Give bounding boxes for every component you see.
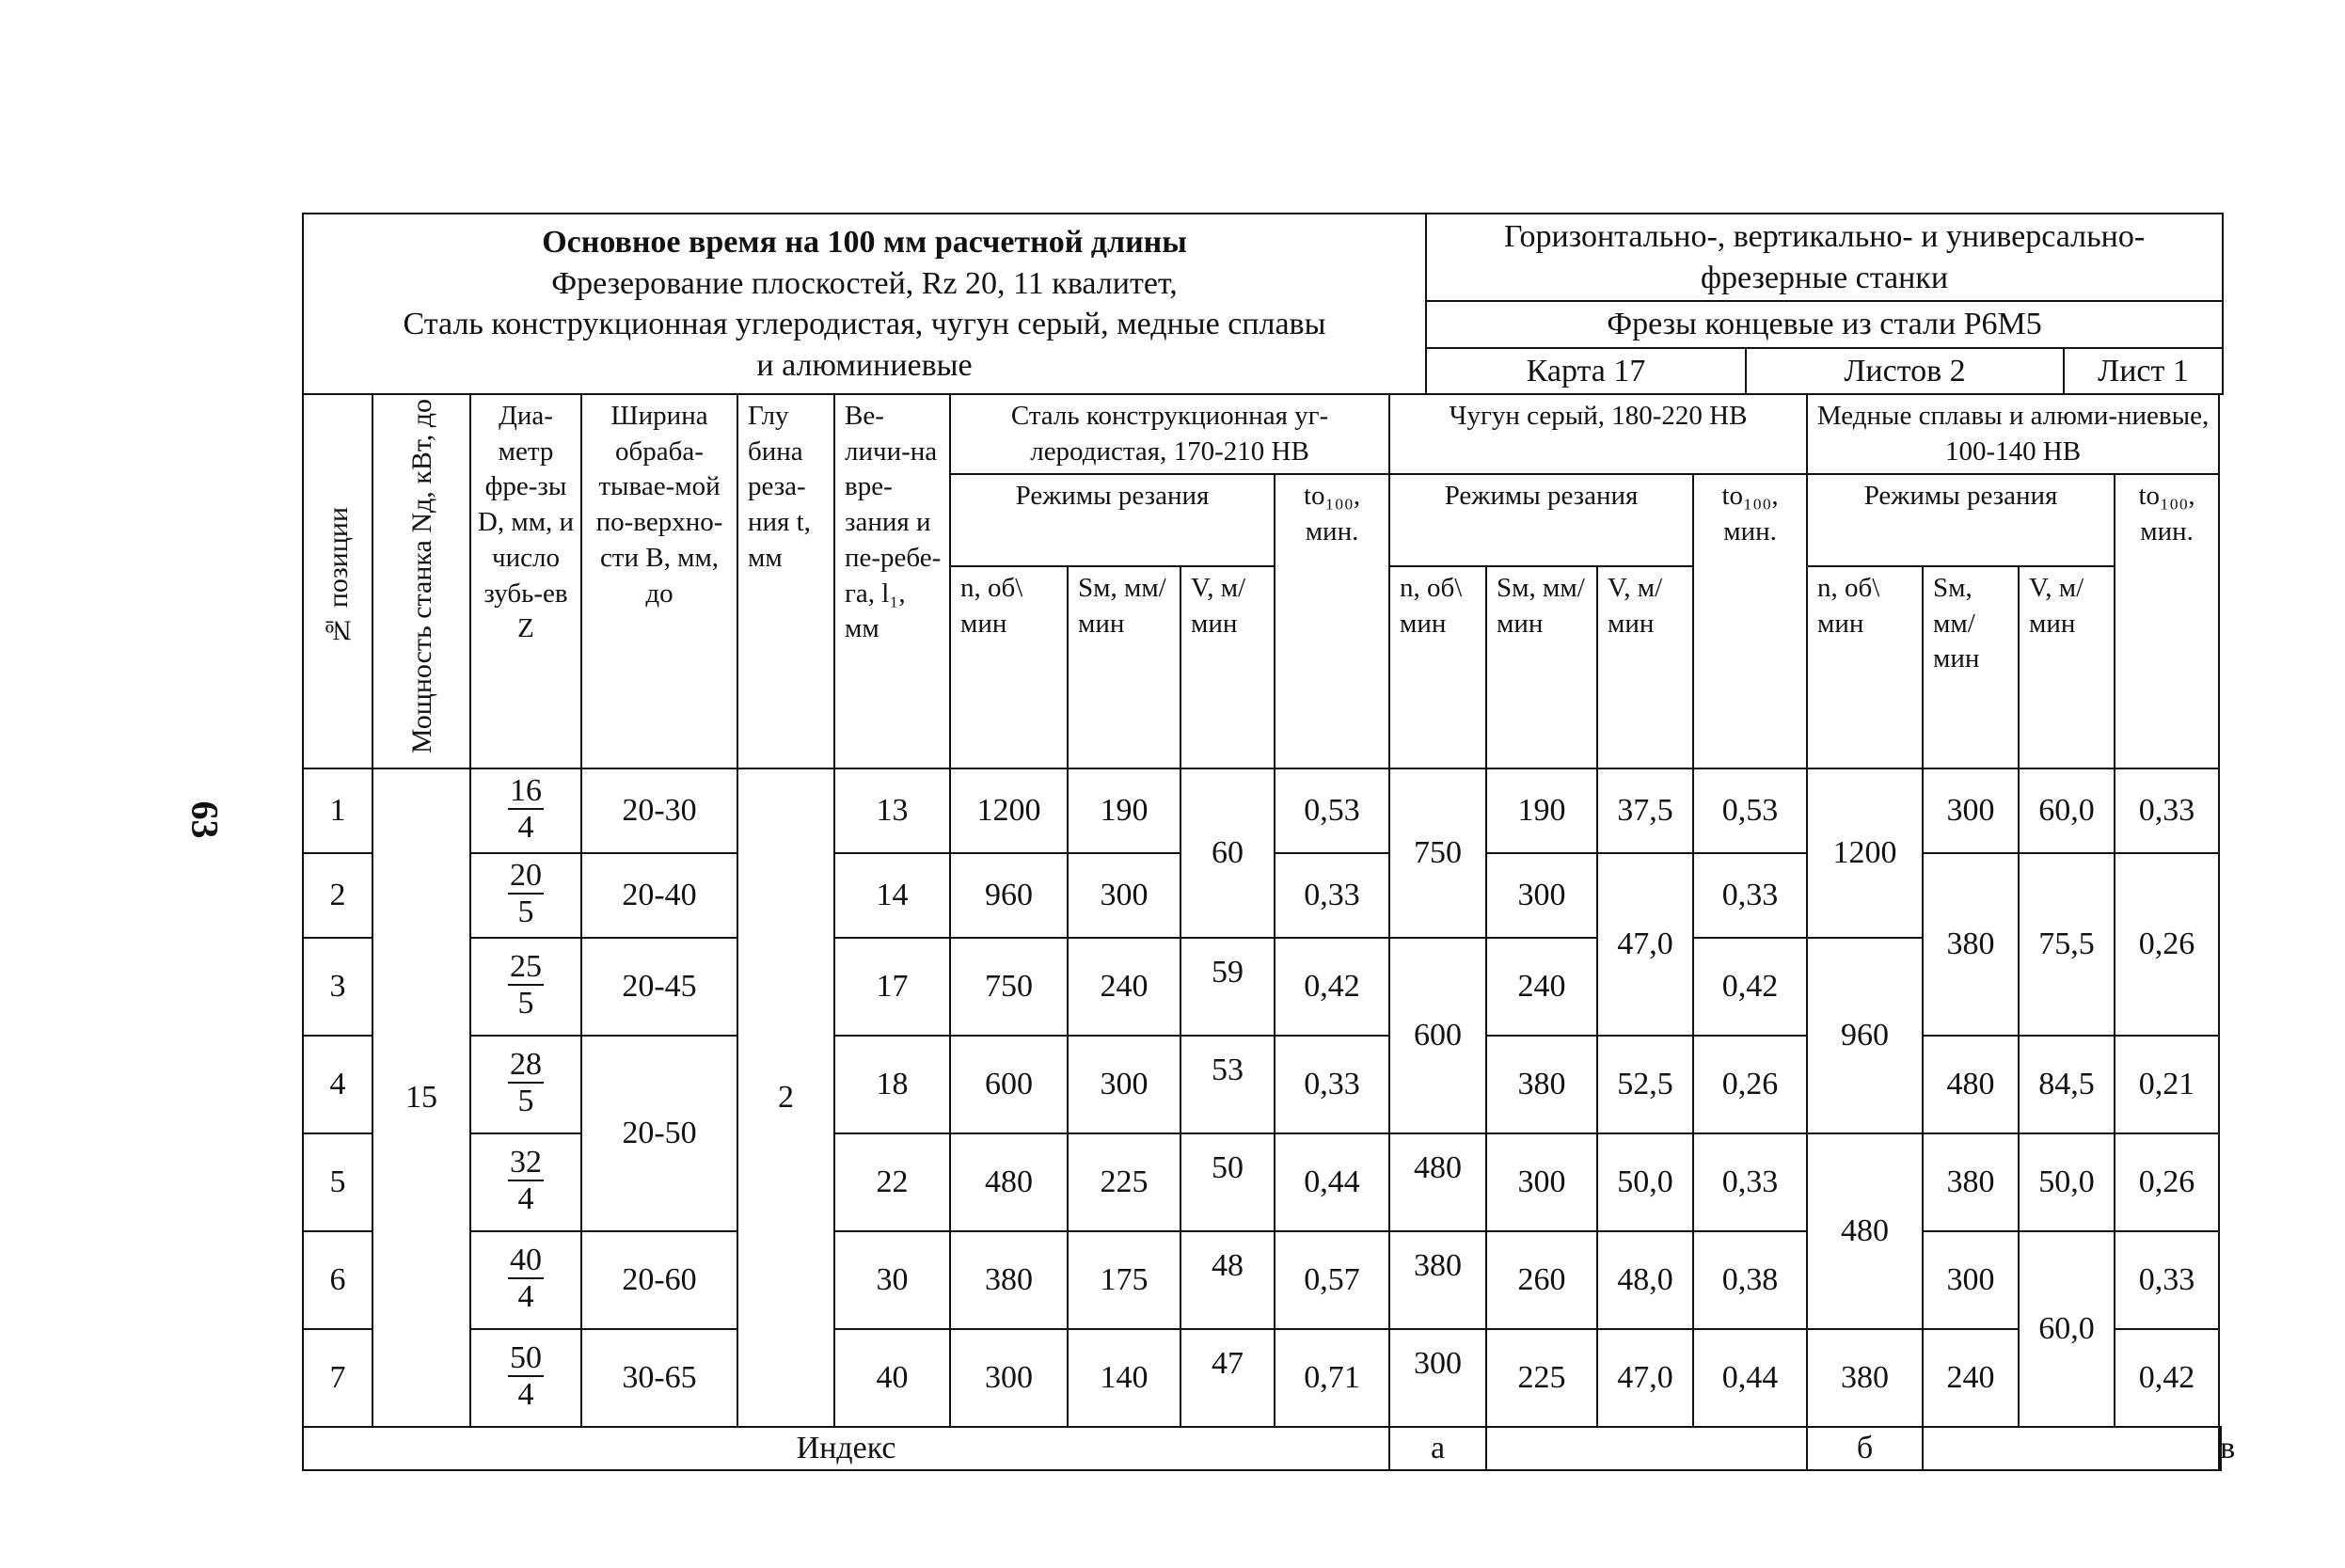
cell-steel-s: 175 [1068,1231,1180,1329]
materials-line: Сталь конструкционная углеродистая, чугун серый, медные сплавы [403,307,1326,342]
cell-dz: $\frac{32}{4}$ [470,1133,581,1231]
cell-pos: 6 [303,1231,372,1329]
cell-iron-v: 48,0 [1597,1231,1693,1329]
cell-steel-n: 750 [950,938,1068,1036]
cell-depth: 2 [737,768,834,1427]
cell-iron-v: 52,5 [1597,1036,1693,1133]
cell-steel-t: 0,42 [1275,938,1389,1036]
cell-copper-s: 300 [1923,768,2019,853]
cell-l1: 17 [834,938,950,1036]
cell-iron-t: 0,42 [1693,938,1807,1036]
col-width: Ширина обраба-тывае-мой по-верхно-сти B, мм, до [581,394,737,768]
cell-copper-v: 84,5 [2019,1036,2115,1133]
operation-line: Фрезерование плоскостей, Rz 20, 11 квалитет, [551,265,1178,301]
cell-steel-s: 190 [1068,768,1180,853]
cell-steel-s: 300 [1068,853,1180,938]
col-position: № позиции [303,394,372,768]
index-c: в [2219,1427,2221,1470]
sheet-number: Лист 1 [2064,348,2223,395]
cell-pos: 4 [303,1036,372,1133]
cell-iron-v: 47,0 [1597,1329,1693,1427]
cell-iron-s: 260 [1486,1231,1597,1329]
cell-steel-s: 300 [1068,1036,1180,1133]
cell-steel-t: 0,71 [1275,1329,1389,1427]
cell-steel-s: 225 [1068,1133,1180,1231]
cell-pos: 5 [303,1133,372,1231]
iron-v: V, м/ мин [1597,566,1693,768]
materials-line-2: и алюминиевые [756,347,973,383]
machines-cell: Горизонтально-, вертикально- и универсально-фрезерные станки [1426,214,2223,301]
cell-copper-t: 0,33 [2115,768,2219,853]
cell-steel-n: 960 [950,853,1068,938]
cell-l1: 14 [834,853,950,938]
cell-copper-n: 380 [1807,1329,1923,1427]
cell-steel-v: 47 [1180,1329,1275,1427]
cell-copper-v: 60,0 [2019,768,2115,853]
col-copper: Медные сплавы и алюми-ниевые, 100-140 НВ [1807,394,2219,474]
cell-steel-s: 140 [1068,1329,1180,1427]
cell-l1: 30 [834,1231,950,1329]
col-power: Мощность станка Nд, кВт, до [372,394,470,768]
steel-modes: Режимы резания [950,474,1275,565]
card-header [302,213,2224,395]
iron-modes: Режимы резания [1389,474,1693,565]
col-depth: Глу бина реза-ния t, мм [737,394,834,768]
cell-steel-t: 0,57 [1275,1231,1389,1329]
cell-copper-s: 240 [1923,1329,2019,1427]
cell-l1: 13 [834,768,950,853]
cell-copper-t: 0,26 [2115,1133,2219,1231]
table-row [303,768,2221,853]
cell-copper-n: 1200 [1807,768,1923,938]
table-row [303,1329,2221,1427]
cell-pos: 2 [303,853,372,938]
steel-n: n, об\ мин [950,566,1068,768]
card-number: Карта 17 [1426,348,1746,395]
index-label: Индекс [303,1427,1389,1470]
cell-steel-s: 240 [1068,938,1180,1036]
cell-steel-t: 0,33 [1275,853,1389,938]
cell-copper-t: 0,42 [2115,1329,2219,1427]
cell-steel-t: 0,53 [1275,768,1389,853]
col-iron: Чугун серый, 180-220 НВ [1389,394,1807,474]
cell-steel-v: 53 [1180,1036,1275,1133]
table-row [303,1036,2221,1133]
col-length: Ве-личи-на вре-зания и пе-ребе-га, l₁, мм [834,394,950,768]
cell-iron-t: 0,33 [1693,853,1807,938]
cell-pos: 1 [303,768,372,853]
cell-steel-t: 0,33 [1275,1036,1389,1133]
iron-s: Sм, мм/ мин [1486,566,1597,768]
cell-l1: 18 [834,1036,950,1133]
cell-width: 20-40 [581,853,737,938]
cell-copper-s: 300 [1923,1231,2019,1329]
cell-copper-v: 50,0 [2019,1133,2115,1231]
cell-iron-t: 0,44 [1693,1329,1807,1427]
cell-power: 15 [372,768,470,1427]
cell-iron-n: 300 [1389,1329,1486,1427]
cell-dz: $\frac{25}{5}$ [470,938,581,1036]
cell-iron-t: 0,26 [1693,1036,1807,1133]
sheets-total: Листов 2 [1746,348,2064,395]
cell-iron-n: 600 [1389,938,1486,1133]
cell-iron-s: 380 [1486,1036,1597,1133]
steel-to: to₁₀₀, мин. [1275,474,1389,768]
copper-to: to₁₀₀, мин. [2115,474,2219,768]
cell-dz: $\frac{20}{5}$ [470,853,581,938]
cell-iron-n: 380 [1389,1231,1486,1329]
cell-iron-t: 0,33 [1693,1133,1807,1231]
cell-steel-n: 1200 [950,768,1068,853]
copper-v: V, м/ мин [2019,566,2115,768]
cell-steel-n: 480 [950,1133,1068,1231]
cell-steel-v: 50 [1180,1133,1275,1231]
copper-n: n, об\ мин [1807,566,1923,768]
cell-iron-n: 480 [1389,1133,1486,1231]
cell-steel-v: 59 [1180,938,1275,1036]
cell-iron-t: 0,38 [1693,1231,1807,1329]
cell-copper-n: 960 [1807,938,1923,1133]
cell-iron-v: 50,0 [1597,1133,1693,1231]
norm-card [302,213,2236,1471]
cell-copper-s: 480 [1923,1036,2019,1133]
index-empty-1 [1486,1427,1807,1470]
cell-iron-v: 47,0 [1597,853,1693,1036]
cell-copper-v: 75,5 [2019,853,2115,1036]
cell-steel-t: 0,44 [1275,1133,1389,1231]
card-title-block [303,214,1426,394]
cell-copper-s: 380 [1923,1133,2019,1231]
cell-iron-s: 240 [1486,938,1597,1036]
cell-dz: $\frac{40}{4}$ [470,1231,581,1329]
cell-iron-s: 300 [1486,1133,1597,1231]
cell-iron-n: 750 [1389,768,1486,938]
copper-s: Sм, мм/ мин [1923,566,2019,768]
tools-cell: Фрезы концевые из стали Р6М5 [1426,301,2223,348]
cell-iron-t: 0,53 [1693,768,1807,853]
cell-iron-s: 225 [1486,1329,1597,1427]
cell-width: 20-45 [581,938,737,1036]
cell-copper-v: 60,0 [2019,1231,2115,1427]
cell-width: 20-30 [581,768,737,853]
cell-steel-n: 380 [950,1231,1068,1329]
cell-width: 20-60 [581,1231,737,1329]
page-number: 63 [183,800,227,839]
cell-steel-n: 600 [950,1036,1068,1133]
index-row [303,1427,2221,1470]
cell-dz: $\frac{50}{4}$ [470,1329,581,1427]
cell-copper-s: 380 [1923,853,2019,1036]
cell-dz: $\frac{16}{4}$ [470,768,581,853]
table-row [303,1231,2221,1329]
cell-steel-v: 48 [1180,1231,1275,1329]
cell-copper-n: 480 [1807,1133,1923,1329]
iron-n: n, об\ мин [1389,566,1486,768]
index-b: б [1807,1427,1923,1470]
cell-width: 30-65 [581,1329,737,1427]
cell-copper-t: 0,21 [2115,1036,2219,1133]
index-a: а [1389,1427,1486,1470]
cell-iron-v: 37,5 [1597,768,1693,853]
cell-l1: 22 [834,1133,950,1231]
cell-iron-s: 190 [1486,768,1597,853]
cell-l1: 40 [834,1329,950,1427]
card-title: Основное время на 100 мм расчетной длины [542,225,1187,260]
col-steel: Сталь конструкционная уг-леродистая, 170-210 НВ [950,394,1389,474]
cell-iron-s: 300 [1486,853,1597,938]
index-empty-2 [1923,1427,2219,1470]
cell-steel-n: 300 [950,1329,1068,1427]
steel-v: V, м/ мин [1180,566,1275,768]
cell-dz: $\frac{28}{5}$ [470,1036,581,1133]
cell-copper-t: 0,26 [2115,853,2219,1036]
cutting-time-table [302,393,2236,1471]
cell-copper-t: 0,33 [2115,1231,2219,1329]
copper-modes: Режимы резания [1807,474,2115,565]
cell-width: 20-50 [581,1036,737,1231]
cell-pos: 3 [303,938,372,1036]
cell-steel-v: 60 [1180,768,1275,938]
cell-pos: 7 [303,1329,372,1427]
col-diameter: Диа-метр фре-зы D, мм, и число зубь-ев Z [470,394,581,768]
iron-to: to₁₀₀, мин. [1693,474,1807,768]
steel-s: Sм, мм/ мин [1068,566,1180,768]
